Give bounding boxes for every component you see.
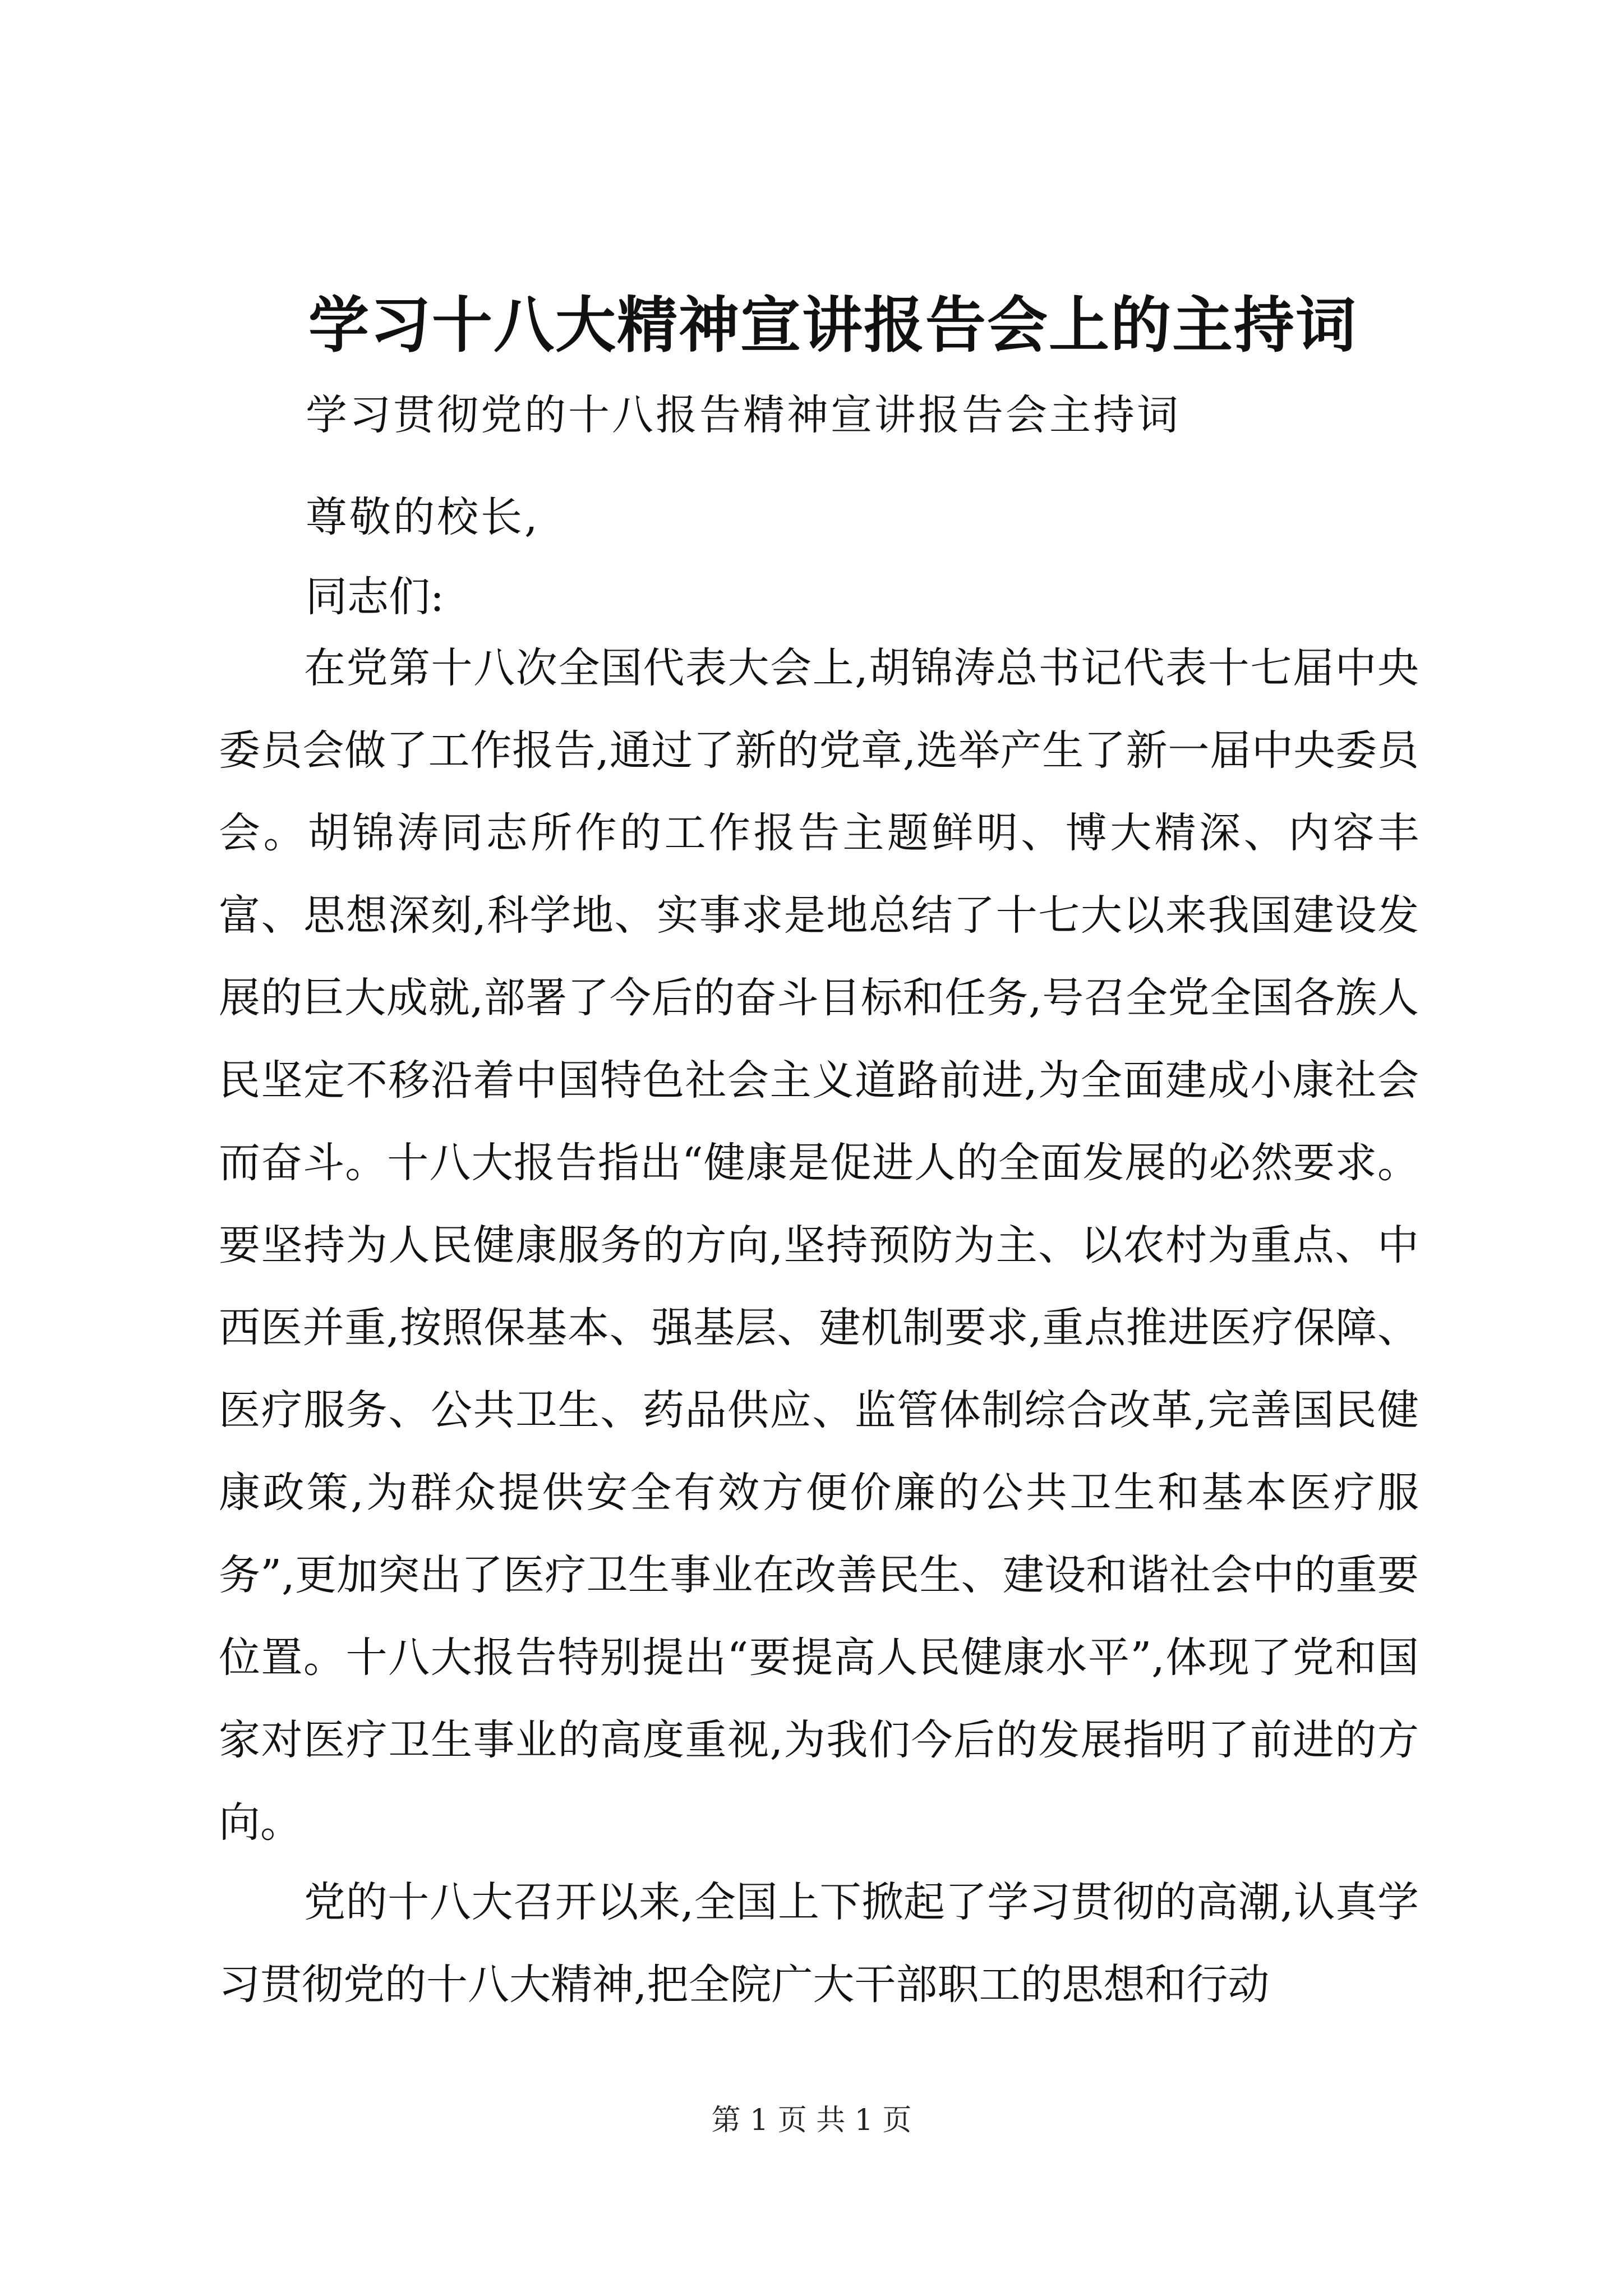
salutation-comrades: 同志们: [306,573,444,621]
page-number-footer: 第 1 页 共 1 页 [711,2104,912,2137]
salutation-principal: 尊敬的校长, [306,493,540,541]
body-paragraph-1: 在党第十八次全国代表大会上,胡锦涛总书记代表十七届中央委员会做了工作报告,通过了新的党章,选举产生了新一届中央委员会。胡锦涛同志所作的工作报告主题鲜明、博大精深、内容丰富、思想深刻,科学地、实事求是地总结了十七大以来我国建设发展的巨大成就,部署了今后的奋斗目标和任务,号召全党全国各族人民坚定不移沿着中国特色社会主义道路前进,为全面建成小康社会而奋斗。十八大报告指出“健康是促进人的全面发展的必然要求。要坚持为人民健康服务的方向,坚持预防为主、以农村为重点、中西医并重,按照保基本、强基层、建机制要求,重点推进医疗保障、医疗服务、公共卫生、药品供应、监管体制综合改革,完善国民健康政策,为群众提供安全有效方便价廉的公共卫生和基本医疗服务”,更加突出了医疗卫生事业在改善民生、建设和谐社会中的重要位置。十八大报告特别提出“要提高人民健康水平”,体现了党和国家对医疗卫生事业的高度重视,为我们今后的发展指明了前进的方向。 [219,644,1419,1847]
body-paragraph-2: 党的十八大召开以来,全国上下掀起了学习贯彻的高潮,认真学习贯彻党的十八大精神,把全院广大干部职工的思想和行动 [219,1878,1419,2009]
document-subtitle: 学习贯彻党的十八报告精神宣讲报告会主持词 [306,391,1181,439]
document-title: 学习十八大精神宣讲报告会上的主持词 [308,290,1358,361]
